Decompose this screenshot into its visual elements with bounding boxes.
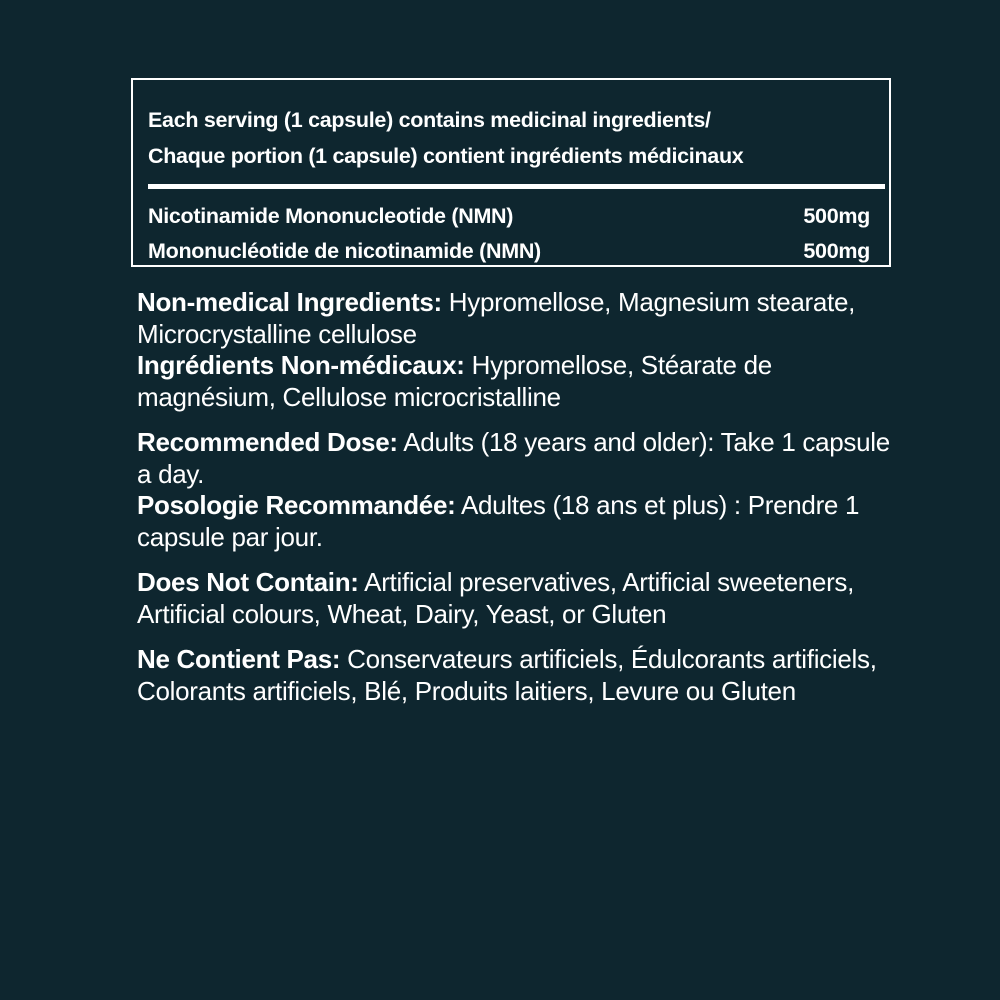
label-sections: [137, 287, 897, 707]
facts-header-english: Each serving (1 capsule) contains medicinal ingredients/: [148, 108, 711, 132]
section-gap: [137, 553, 897, 567]
facts-header-french: Chaque portion (1 capsule) contient ingrédients médicinaux: [148, 144, 744, 168]
non-medical-ingredients-en: [137, 287, 897, 350]
does-not-contain-fr: [137, 644, 897, 707]
section-text: Conservateurs artificiels, Édulcorants artificiels, Colorants artificiels, Blé, Produits laitiers, Levure ou Gluten: [137, 644, 877, 706]
section-text: Adultes (18 ans et plus) : Prendre 1 capsule par jour.: [137, 490, 860, 552]
section-text: Adults (18 years and older): Take 1 capsule a day.: [137, 427, 890, 489]
does-not-contain-en: [137, 567, 897, 630]
section-label: Ingrédients Non-médicaux:: [137, 350, 465, 380]
ingredient-row: [148, 236, 870, 266]
section-gap: [137, 413, 897, 427]
ingredient-row: [148, 201, 870, 231]
section-gap: [137, 630, 897, 644]
section-text: Hypromellose, Magnesium stearate, Microcrystalline cellulose: [137, 287, 856, 349]
facts-divider: [148, 184, 885, 189]
section-label: Non-medical Ingredients:: [137, 287, 442, 317]
facts-header: [148, 102, 883, 174]
section-label: Ne Contient Pas:: [137, 644, 341, 674]
recommended-dose-fr: [137, 490, 897, 553]
recommended-dose-en: [137, 427, 897, 490]
section-label: Posologie Recommandée:: [137, 490, 456, 520]
section-label: Recommended Dose:: [137, 427, 398, 457]
section-label: Does Not Contain:: [137, 567, 359, 597]
ingredient-name: Mononucléotide de nicotinamide (NMN): [148, 239, 541, 263]
section-text: Hypromellose, Stéarate de magnésium, Cellulose microcristalline: [137, 350, 772, 412]
ingredient-amount: 500mg: [803, 239, 870, 263]
section-text: Artificial preservatives, Artificial sweeteners, Artificial colours, Wheat, Dairy, Yeast, or Gluten: [137, 567, 855, 629]
ingredient-name: Nicotinamide Mononucleotide (NMN): [148, 204, 514, 228]
non-medical-ingredients-fr: [137, 350, 897, 413]
ingredient-amount: 500mg: [803, 204, 870, 228]
medicinal-ingredients-box: [131, 78, 891, 267]
